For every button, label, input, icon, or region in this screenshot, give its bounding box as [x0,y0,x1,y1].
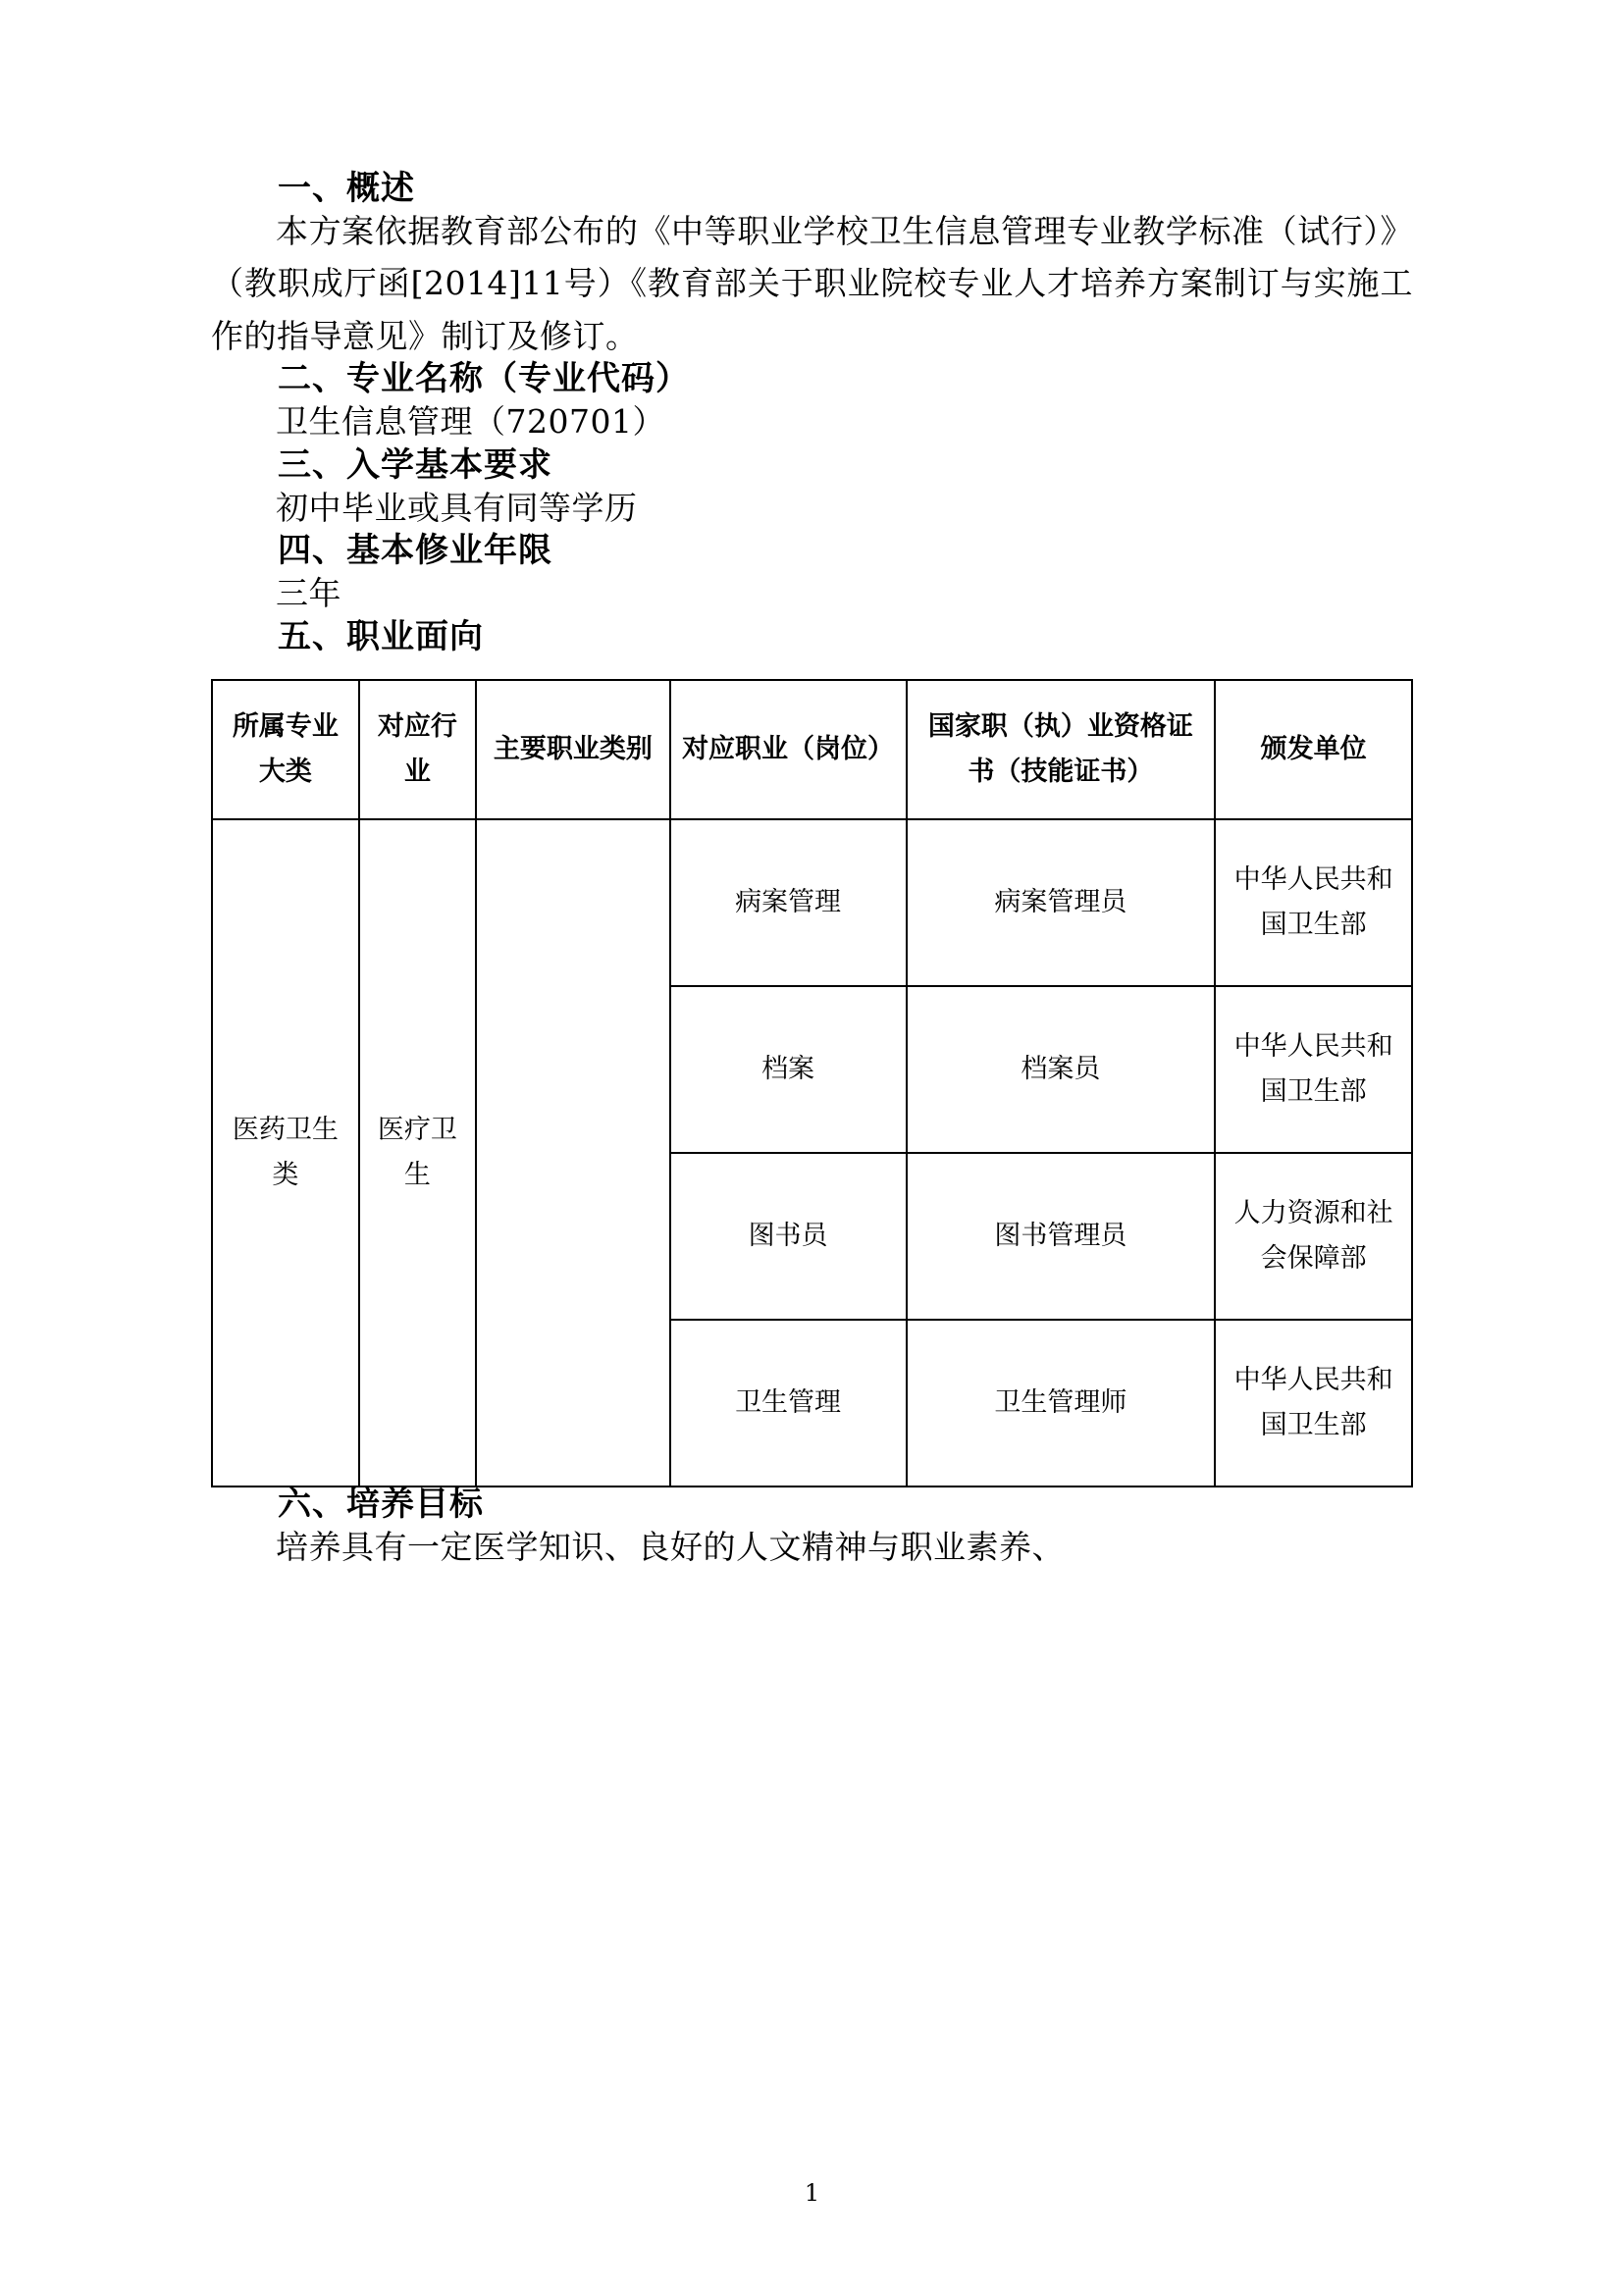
cell-issuer: 中华人民共和国卫生部 [1215,819,1412,986]
page-number: 1 [804,2179,820,2207]
table-header-job-category: 主要职业类别 [476,680,670,819]
cell-issuer: 人力资源和社会保障部 [1215,1153,1412,1320]
cell-certificate: 卫生管理师 [907,1320,1216,1487]
table-header-occupation: 对应职业（岗位） [670,680,907,819]
career-orientation-table [211,679,1413,1487]
document-content [211,169,1413,1573]
paragraph-admission: 初中毕业或具有同等学历 [276,488,638,527]
cell-occupation: 图书员 [670,1153,907,1320]
paragraph-duration: 三年 [276,574,341,613]
section-heading-admission: 三、入学基本要求 [278,444,552,485]
cell-issuer: 中华人民共和国卫生部 [1215,986,1412,1153]
cell-occupation: 档案 [670,986,907,1153]
table-row [212,819,1412,986]
section-heading-career: 五、职业面向 [278,616,484,656]
cell-occupation: 病案管理 [670,819,907,986]
cell-issuer: 中华人民共和国卫生部 [1215,1320,1412,1487]
paragraph-major-name: 卫生信息管理（720701） [276,402,665,442]
cell-industry: 医疗卫生 [359,819,476,1487]
section-heading-duration: 四、基本修业年限 [278,531,552,571]
cell-certificate: 图书管理员 [907,1153,1216,1320]
cell-major-category: 医药卫生类 [212,819,359,1487]
paragraph-overview: 本方案依据教育部公布的《中等职业学校卫生信息管理专业教学标准（试行）》（教职成厅函[2014]11号）《教育部关于职业院校专业人才培养方案制订与实施工作的指导意见》制订及修订。 [211,212,1413,355]
cell-job-category [476,819,670,1487]
paragraph-training-goal: 培养具有一定医学知识、良好的人文精神与职业素养、 [276,1527,1065,1566]
cell-certificate: 档案员 [907,986,1216,1153]
table-header-industry: 对应行业 [359,680,476,819]
section-heading-training-goal: 六、培养目标 [278,1484,484,1524]
cell-occupation: 卫生管理 [670,1320,907,1487]
table-header-issuer: 颁发单位 [1215,680,1412,819]
table-header-certificate: 国家职（执）业资格证书（技能证书） [907,680,1216,819]
section-heading-major-name: 二、专业名称（专业代码） [278,359,690,399]
table-header-row [212,680,1412,819]
table-header-major-category: 所属专业大类 [212,680,359,819]
cell-certificate: 病案管理员 [907,819,1216,986]
section-heading-overview: 一、概述 [278,169,415,208]
